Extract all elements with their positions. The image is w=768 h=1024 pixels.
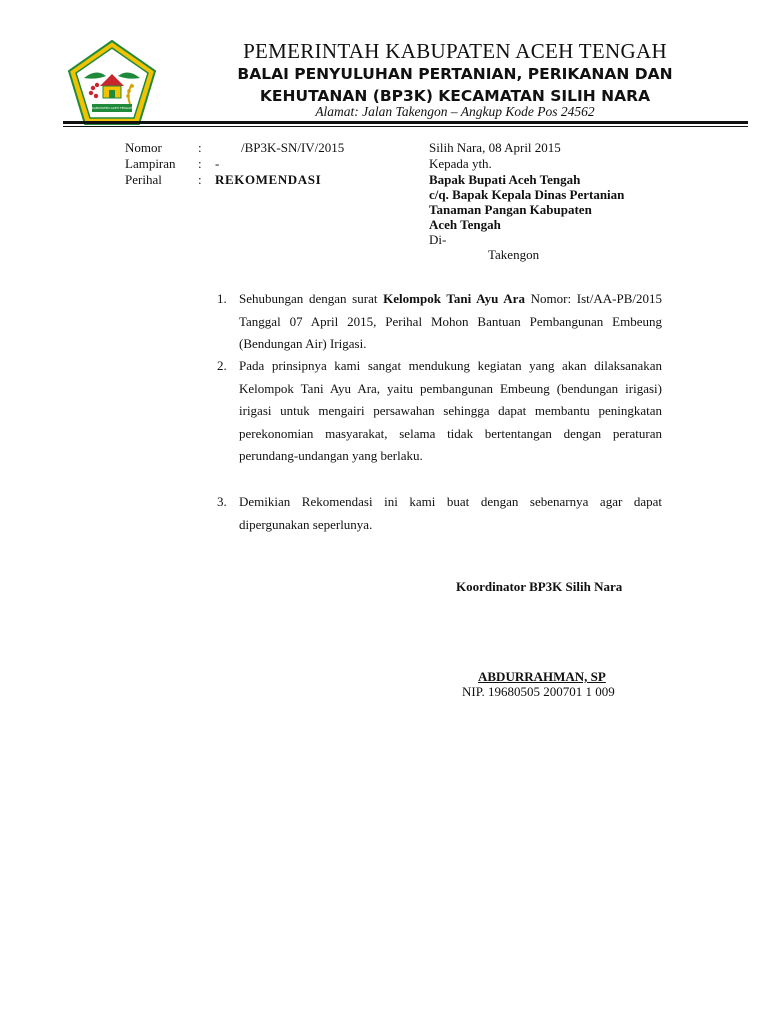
item-number: 1. (217, 291, 227, 306)
body-paragraph-2: Pada prinsipnya kami sangat mendukung kegiatan yang akan dilaksanakan Kelompok Tani Ayu Ara, yaitu pembangunan Embeung (bendungan irigasi) irigasi untuk mengairi persawahan sehingga dapat membantu peningkatan perekonomian masyarakat, selama tidak bertentangan dengan peraturan perundang-undangan yang berlaku. (239, 358, 662, 463)
perihal-colon: : (198, 172, 202, 187)
recipient-line4: Aceh Tengah (429, 217, 501, 232)
letterhead-divider-thick (63, 121, 748, 124)
recipient-di: Di- (429, 232, 447, 247)
paragraph-1-bold: Kelompok Tani Ayu Ara (383, 291, 525, 306)
recipient-city: Takengon (488, 247, 540, 262)
perihal-value: REKOMENDASI (215, 172, 322, 187)
letterhead-agency-line1: BALAI PENYULUHAN PERTANIAN, PERIKANAN DAN (237, 65, 673, 83)
signatory-name: ABDURRAHMAN, SP (478, 669, 606, 684)
perihal-label: Perihal (125, 172, 162, 187)
letterhead-government: PEMERINTAH KABUPATEN ACEH TENGAH (243, 39, 667, 63)
letterhead-agency-line2: KEHUTANAN (BP3K) KECAMATAN SILIH NARA (259, 87, 651, 105)
signatory-nip: NIP. 19680505 200701 1 009 (462, 684, 615, 699)
lampiran-colon: : (198, 156, 202, 171)
nomor-value: /BP3K-SN/IV/2015 (241, 140, 345, 155)
body-paragraph-3: Demikian Rekomendasi ini kami buat dengan sebenarnya agar dapat dipergunakan seperlunya. (239, 494, 662, 532)
paragraph-1-lead: Sehubungan dengan surat (239, 291, 384, 306)
recipient-line1: Bapak Bupati Aceh Tengah (429, 172, 581, 187)
item-number: 3. (217, 494, 227, 509)
nomor-label: Nomor (125, 140, 162, 155)
logo-ribbon-text: KABUPATEN ACEH TENGAH (92, 106, 132, 110)
aceh-tengah-logo (66, 38, 158, 130)
lampiran-value: - (215, 156, 220, 171)
signatory-title: Koordinator BP3K Silih Nara (456, 579, 623, 594)
letterhead-address: Alamat: Jalan Takengon – Angkup Kode Pos 24562 (315, 104, 595, 119)
recipient-line3: Tanaman Pangan Kabupaten (429, 202, 592, 217)
place-date: Silih Nara, 08 April 2015 (429, 140, 561, 155)
kepada-yth: Kepada yth. (429, 156, 492, 171)
paragraph-1-tail: Nomor: Ist/AA-PB/2015 Tanggal 07 April 2015, Perihal Mohon Bantuan Pembangunan Embeung (Bendungan Air) Irigasi. (239, 291, 662, 351)
nomor-colon: : (198, 140, 202, 155)
letterhead-divider-thin (63, 126, 748, 127)
item-number: 2. (217, 358, 227, 373)
recipient-line2: c/q. Bapak Kepala Dinas Pertanian (429, 187, 625, 202)
body-paragraph-1 (239, 288, 662, 356)
lampiran-label: Lampiran (125, 156, 176, 171)
